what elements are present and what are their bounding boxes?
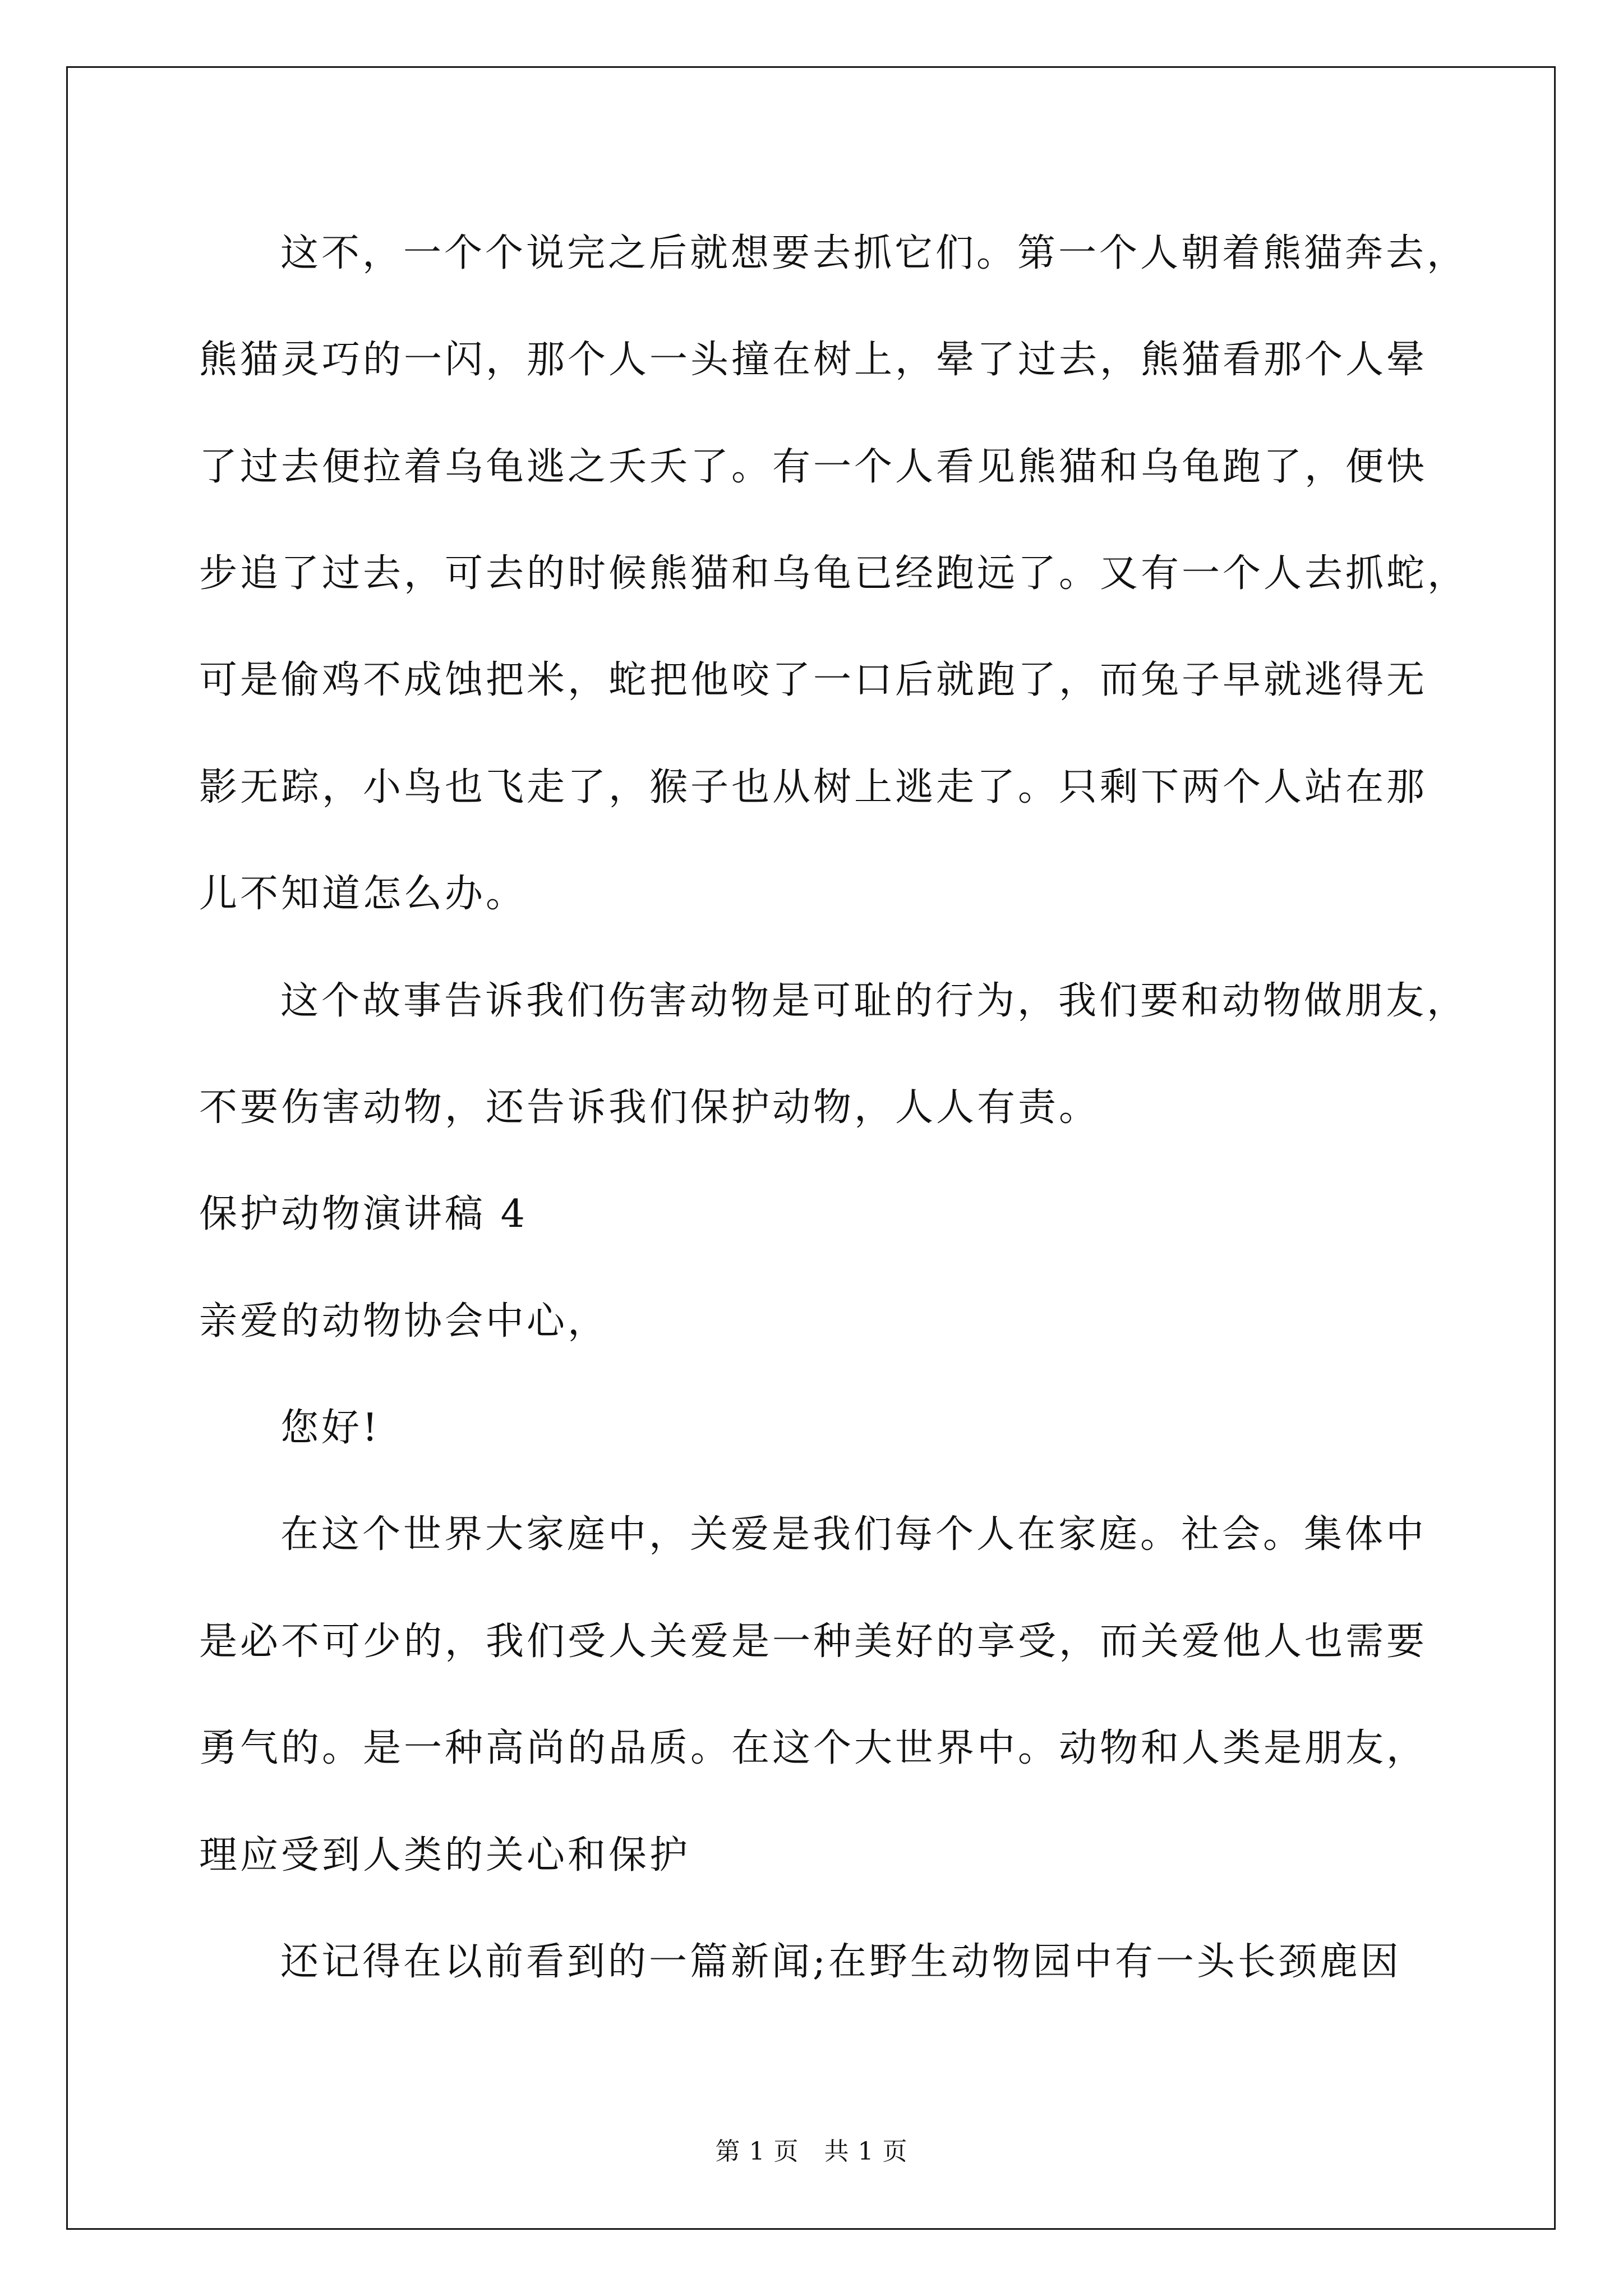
paragraph-line: 这不，一个个说完之后就想要去抓它们。第一个人朝着熊猫奔去， — [280, 231, 1468, 275]
section-heading: 保护动物演讲稿 4 — [199, 1192, 528, 1236]
paragraph-line: 在这个世界大家庭中，关爱是我们每个人在家庭。社会。集体中 — [280, 1512, 1427, 1557]
paragraph-line: 熊猫灵巧的一闪，那个人一头撞在树上，晕了过去，熊猫看那个人晕 — [199, 338, 1428, 382]
paragraph-line: 步追了过去，可去的时候熊猫和乌龟已经跑远了。又有一个人去抓蛇， — [199, 551, 1469, 596]
paragraph-line: 了过去便拉着乌龟逃之夭夭了。有一个人看见熊猫和乌龟跑了，便快 — [199, 445, 1428, 489]
paragraph-line: 不要伤害动物，还告诉我们保护动物，人人有责。 — [199, 1085, 1100, 1130]
paragraph-line: 理应受到人类的关心和保护 — [199, 1833, 691, 1878]
paragraph-line: 勇气的。是一种高尚的品质。在这个大世界中。动物和人类是朋友， — [199, 1726, 1428, 1770]
page-footer: 第 1 页 共 1 页 — [715, 2137, 908, 2166]
paragraph-line: 是必不可少的，我们受人关爱是一种美好的享受，而关爱他人也需要 — [199, 1619, 1428, 1664]
salutation: 亲爱的动物协会中心， — [199, 1299, 609, 1343]
paragraph-line: 还记得在以前看到的一篇新闻;在野生动物园中有一头长颈鹿因 — [280, 1940, 1401, 1984]
page-border — [66, 66, 1556, 2230]
paragraph-line: 可是偷鸡不成蚀把米，蛇把他咬了一口后就跑了，而兔子早就逃得无 — [199, 658, 1428, 702]
greeting: 您好! — [280, 1406, 381, 1450]
paragraph-line: 儿不知道怎么办。 — [199, 872, 527, 916]
paragraph-line: 影无踪，小鸟也飞走了，猴子也从树上逃走了。只剩下两个人站在那 — [199, 765, 1428, 809]
paragraph-line: 这个故事告诉我们伤害动物是可耻的行为，我们要和动物做朋友， — [280, 979, 1468, 1023]
